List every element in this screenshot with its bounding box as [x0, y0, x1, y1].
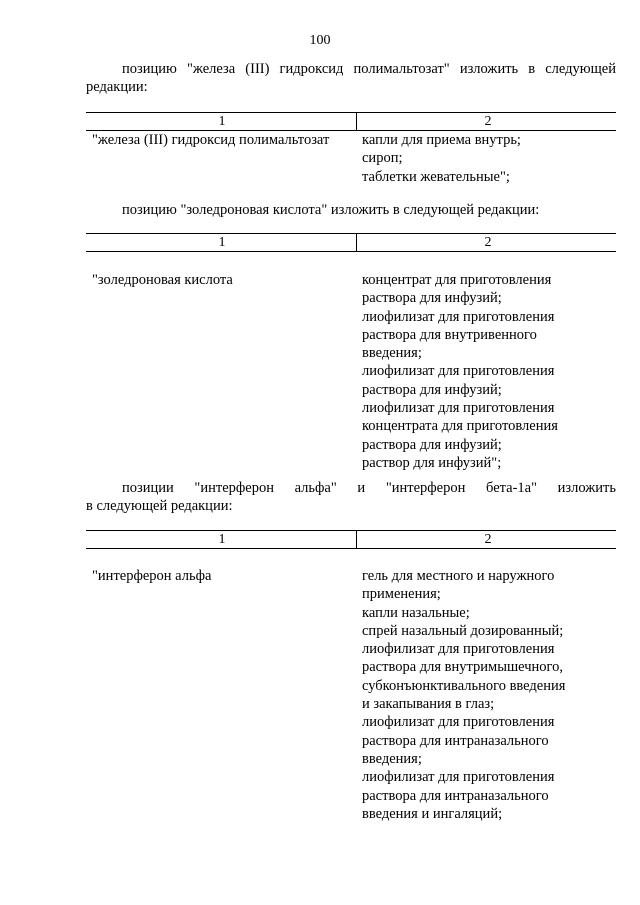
section2-form: раствора для внутривенного	[362, 326, 537, 343]
page-number: 100	[309, 33, 331, 48]
section2-header-rule	[86, 251, 616, 252]
section1-forms	[362, 131, 616, 186]
section2-form: раствора для инфузий;	[362, 381, 502, 398]
section1-intro-line2: редакции:	[86, 79, 148, 95]
section3-form: лиофилизат для приготовления	[362, 769, 555, 786]
section3-column-separator	[356, 530, 357, 548]
section2-form: лиофилизат для приготовления	[362, 308, 555, 325]
section1-form: таблетки жевательные";	[362, 168, 510, 185]
section3-intro-line1: позиции "интерферон альфа" и "интерферон бета-1a" изложить	[122, 480, 616, 496]
section3-form: применения;	[362, 586, 441, 603]
section3-form: спрей назальный дозированный;	[362, 622, 564, 639]
section3-table-top-rule	[86, 530, 616, 531]
section1-form: капли для приема внутрь;	[362, 132, 521, 148]
section3-forms	[362, 567, 616, 823]
section2-form: раствора для инфузий;	[362, 436, 502, 453]
section2-form: концентрата для приготовления	[362, 418, 558, 435]
section3-form: лиофилизат для приготовления	[362, 641, 555, 658]
section2-form: лиофилизат для приготовления	[362, 363, 555, 380]
section3-form: субконъюнктивального введения	[362, 677, 566, 694]
section3-form: и закапывания в глаз;	[362, 696, 495, 713]
section2-drug-name: "золедроновая кислота	[92, 272, 233, 288]
section1-col2-header: 2	[484, 114, 492, 129]
section3-form: раствора для интраназального	[362, 732, 549, 749]
section3-col1-header: 1	[218, 532, 226, 547]
section3-form: раствора для интраназального	[362, 787, 549, 804]
section2-col2-header: 2	[484, 235, 492, 250]
section2-col1-header: 1	[218, 235, 226, 250]
section3-form: капли назальные;	[362, 604, 470, 621]
section2-form: лиофилизат для приготовления	[362, 400, 555, 417]
section2-form: раствора для инфузий;	[362, 290, 502, 307]
section2-form: раствор для инфузий";	[362, 454, 502, 471]
section3-form: раствора для внутримышечного,	[362, 659, 563, 676]
section1-table-top-rule	[86, 112, 616, 113]
section2-forms	[362, 271, 616, 472]
section3-intro-line2: в следующей редакции:	[86, 498, 233, 514]
section1-col1-header: 1	[218, 114, 226, 129]
section2-form: введения;	[362, 345, 422, 362]
section3-form: введения и ингаляций;	[362, 805, 503, 822]
section2-table-top-rule	[86, 233, 616, 234]
section3-intro	[86, 479, 616, 515]
section1-column-separator	[356, 112, 357, 130]
section3-drug-name: "интерферон альфа	[92, 568, 212, 584]
section3-header-rule	[86, 548, 616, 549]
section1-form: сироп;	[362, 150, 403, 167]
section2-form: концентрат для приготовления	[362, 272, 552, 288]
section3-col2-header: 2	[484, 532, 492, 547]
section2-intro-line1: позицию "золедроновая кислота" изложить в следующей редакции:	[122, 202, 540, 218]
section1-intro-line1: позицию "железа (III) гидроксид полимальтозат" изложить в следующей	[122, 61, 616, 77]
section1-drug-name: "железа (III) гидроксид полимальтозат	[92, 132, 330, 148]
section3-form: лиофилизат для приготовления	[362, 714, 555, 731]
section3-form: гель для местного и наружного	[362, 568, 555, 584]
section2-column-separator	[356, 233, 357, 251]
section2-intro	[86, 201, 616, 219]
section3-form: введения;	[362, 750, 422, 767]
section1-intro	[86, 60, 616, 96]
